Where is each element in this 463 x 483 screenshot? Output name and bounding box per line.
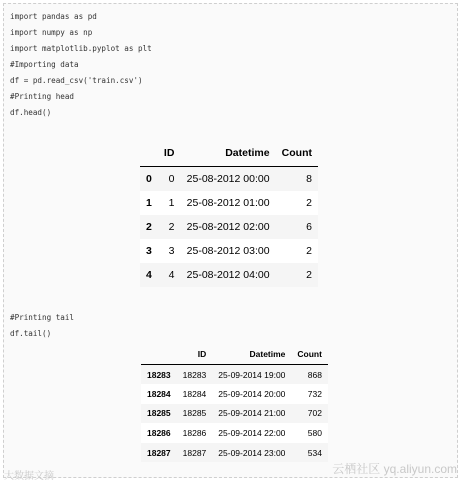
code-line: #Printing head (10, 92, 75, 101)
code-line: import pandas as pd (10, 12, 97, 21)
cell-id: 1 (168, 196, 175, 209)
index-header (140, 140, 158, 167)
table-header-row (140, 140, 318, 167)
column-header-count: Count (276, 140, 318, 167)
code-line: import matplotlib.pyplot as plt (10, 44, 152, 53)
cell-id: 18287 (182, 447, 207, 458)
table-row (140, 191, 318, 215)
cell-count: 868 (307, 369, 322, 380)
cell-count: 732 (307, 388, 322, 399)
cell-id: 2 (168, 220, 175, 233)
table-row (140, 215, 318, 239)
row-index: 4 (146, 268, 152, 281)
row-index: 18287 (147, 447, 171, 458)
index-header (141, 344, 177, 365)
cell-id: 18285 (182, 408, 207, 419)
row-index: 3 (146, 244, 152, 257)
code-line: import numpy as np (10, 28, 93, 37)
cell-datetime: 25-08-2012 02:00 (186, 220, 270, 233)
cell-datetime: 25-09-2014 19:00 (218, 369, 286, 380)
code-line: #Importing data (10, 60, 79, 69)
cell-count: 8 (306, 172, 312, 185)
cell-datetime: 25-09-2014 23:00 (218, 447, 286, 458)
cell-count: 2 (306, 196, 312, 209)
cell-count: 534 (307, 447, 322, 458)
table-row (140, 239, 318, 263)
cell-id: 4 (168, 268, 175, 281)
column-header-datetime: Datetime (180, 140, 275, 167)
row-index: 18286 (147, 428, 171, 439)
cell-id: 18283 (182, 369, 207, 380)
tail-output-table (141, 344, 328, 462)
code-line: df.tail() (10, 329, 52, 338)
row-index: 18284 (147, 388, 171, 399)
row-index: 18285 (147, 408, 171, 419)
cell-datetime: 25-08-2012 00:00 (186, 172, 270, 185)
code-line: df = pd.read_csv('train.csv') (10, 76, 143, 85)
cell-count: 580 (307, 428, 322, 439)
cell-datetime: 25-09-2014 21:00 (218, 408, 286, 419)
table-row (141, 384, 328, 404)
row-index: 1 (146, 196, 152, 209)
column-header-id: ID (177, 344, 213, 365)
row-index: 2 (146, 220, 152, 233)
table-header-row (141, 344, 328, 365)
cell-count: 2 (306, 268, 312, 281)
cell-datetime: 25-09-2014 20:00 (218, 388, 286, 399)
watermark-right: 云栖社区 yq.aliyun.com (332, 462, 457, 476)
table-row (141, 404, 328, 424)
cell-id: 3 (168, 244, 175, 257)
column-header-id: ID (158, 140, 181, 167)
code-line: #Printing tail (10, 313, 75, 322)
code-line: df.head() (10, 108, 52, 117)
cell-count: 702 (307, 408, 322, 419)
cell-datetime: 25-08-2012 03:00 (186, 244, 270, 257)
watermark-left: 大数据文摘 (4, 471, 54, 482)
table-row (140, 263, 318, 287)
column-header-datetime: Datetime (212, 344, 291, 365)
table-row (140, 167, 318, 191)
table-row (141, 365, 328, 385)
row-index: 0 (146, 172, 152, 185)
table-row (141, 423, 328, 443)
head-output-table (140, 140, 318, 287)
cell-count: 2 (306, 244, 312, 257)
cell-datetime: 25-08-2012 04:00 (186, 268, 270, 281)
cell-datetime: 25-09-2014 22:00 (218, 428, 286, 439)
table-row (141, 443, 328, 463)
cell-id: 0 (168, 172, 175, 185)
row-index: 18283 (147, 369, 171, 380)
cell-id: 18286 (182, 428, 207, 439)
cell-datetime: 25-08-2012 01:00 (186, 196, 270, 209)
cell-count: 6 (306, 220, 312, 233)
column-header-count: Count (291, 344, 328, 365)
cell-id: 18284 (182, 388, 207, 399)
